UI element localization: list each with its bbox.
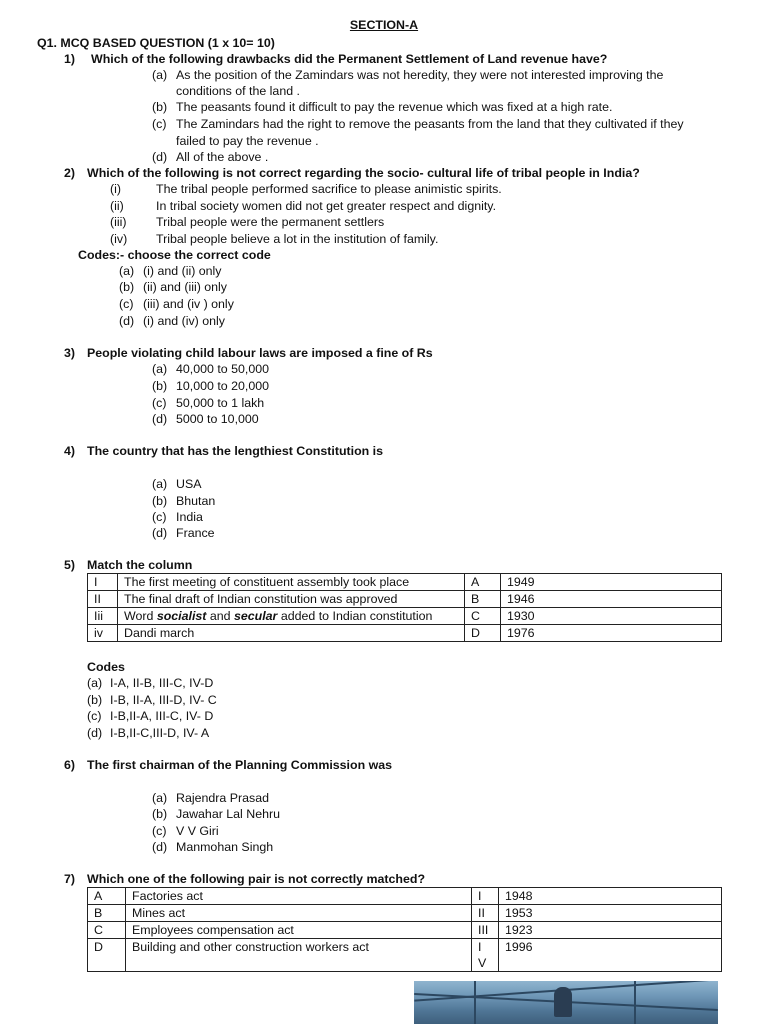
q1-option-d-text: All of the above . <box>176 150 269 164</box>
q1-number: 1) <box>64 52 76 66</box>
table-row <box>88 939 722 972</box>
q4-option-label: (a) <box>152 477 168 491</box>
q6-option-label: (a) <box>152 791 168 805</box>
q6-number: 6) <box>64 758 76 772</box>
event-cell: Dandi march <box>118 625 465 642</box>
q3-option-text: 40,000 to 50,000 <box>176 362 270 376</box>
q1-option-b-label: (b) <box>152 100 168 114</box>
q2-option-text: (i) and (ii) only <box>143 264 222 278</box>
letter-cell: B <box>465 591 501 608</box>
table-row <box>88 625 722 642</box>
q5-codes-heading: Codes <box>87 660 125 674</box>
q1-option-a-label: (a) <box>152 68 168 82</box>
q5-option-text: I-B,II-A, III-C, IV- D <box>110 709 214 723</box>
q5-option-label: (a) <box>87 676 103 690</box>
q2-option-text: (ii) and (iii) only <box>143 280 227 294</box>
q2-option-text: (iii) and (iv ) only <box>143 297 234 311</box>
roman-cell: II <box>472 905 499 922</box>
q2-text: Which of the following is not correct regarding the socio- cultural life of tribal people in India? <box>87 166 640 180</box>
year-cell: 1976 <box>501 625 722 642</box>
q6-option-text: Manmohan Singh <box>176 840 274 854</box>
roman-cell: I <box>472 888 499 905</box>
q6-option-label: (c) <box>152 824 167 838</box>
q4-text: The country that has the lengthiest Constitution is <box>87 444 384 458</box>
year-cell: 1923 <box>499 922 722 939</box>
q4-option-text: India <box>176 510 203 524</box>
section-title: SECTION-A <box>349 18 419 32</box>
emphasis-secular: secular <box>233 609 278 623</box>
q7-match-table <box>87 887 722 972</box>
q3-option-label: (d) <box>152 412 168 426</box>
q3-option-text: 10,000 to 20,000 <box>176 379 270 393</box>
table-row <box>88 888 722 905</box>
q4-option-text: USA <box>176 477 202 491</box>
q3-option-label: (b) <box>152 379 168 393</box>
q2-option-label: (d) <box>119 314 135 328</box>
year-cell: 1996 <box>499 939 722 972</box>
q6-option-label: (b) <box>152 807 168 821</box>
q3-number: 3) <box>64 346 76 360</box>
q6-option-text: V V Giri <box>176 824 219 838</box>
table-row <box>88 591 722 608</box>
q2-statement-label: (i) <box>110 182 122 196</box>
event-text: Word <box>124 609 157 623</box>
q2-statement-text: Tribal people were the permanent settlers <box>156 215 385 229</box>
q1-option-c-text-cont: failed to pay the revenue . <box>176 134 319 148</box>
q4-option-text: France <box>176 526 215 540</box>
q1-option-a-text-cont: conditions of the land . <box>176 84 300 98</box>
letter-cell: D <box>88 939 126 972</box>
year-cell: 1946 <box>501 591 722 608</box>
q5-option-text: I-B,II-C,III-D, IV- A <box>110 726 210 740</box>
q3-option-text: 5000 to 10,000 <box>176 412 259 426</box>
q2-statement-text: The tribal people performed sacrifice to please animistic spirits. <box>156 182 502 196</box>
q6-option-text: Rajendra Prasad <box>176 791 269 805</box>
roman-cell: II <box>88 591 118 608</box>
roman-line: I <box>478 940 482 954</box>
q6-option-text: Jawahar Lal Nehru <box>176 807 281 821</box>
worker-figure <box>554 987 572 1017</box>
q1-text: Which of the following drawbacks did the Permanent Settlement of Land revenue have? <box>91 52 608 66</box>
q2-option-text: (i) and (iv) only <box>143 314 225 328</box>
year-cell: 1953 <box>499 905 722 922</box>
q1-option-a-text: As the position of the Zamindars was not heredity, they were not interested improving the <box>176 68 664 82</box>
q2-codes-heading: Codes:- choose the correct code <box>78 248 271 262</box>
event-text: and <box>206 609 234 623</box>
roman-line: V <box>478 956 487 970</box>
year-cell: 1948 <box>499 888 722 905</box>
q2-statement-text: Tribal people believe a lot in the institution of family. <box>156 232 439 246</box>
q3-text: People violating child labour laws are imposed a fine of Rs <box>87 346 433 360</box>
q2-statement-label: (iv) <box>110 232 128 246</box>
q5-match-table <box>87 573 722 642</box>
table-row <box>88 905 722 922</box>
act-cell: Building and other construction workers act <box>126 939 472 972</box>
act-cell: Mines act <box>126 905 472 922</box>
roman-cell <box>472 939 499 972</box>
q4-option-text: Bhutan <box>176 494 216 508</box>
q3-option-text: 50,000 to 1 lakh <box>176 396 265 410</box>
emphasis-socialist: socialist <box>156 609 207 623</box>
q2-statement-label: (ii) <box>110 199 124 213</box>
event-cell <box>118 608 465 625</box>
q4-number: 4) <box>64 444 76 458</box>
letter-cell: C <box>88 922 126 939</box>
q1-option-b-text: The peasants found it difficult to pay the revenue which was fixed at a high rate. <box>176 100 613 114</box>
q5-number: 5) <box>64 558 76 572</box>
q1-option-c-text: The Zamindars had the right to remove the peasants from the land that they cultivated if they <box>176 117 684 131</box>
q2-option-label: (b) <box>119 280 135 294</box>
q6-option-label: (d) <box>152 840 168 854</box>
question-heading: Q1. MCQ BASED QUESTION (1 x 10= 10) <box>37 36 275 50</box>
q5-option-text: I-B, II-A, III-D, IV- C <box>110 693 217 707</box>
q7-text: Which one of the following pair is not correctly matched? <box>87 872 426 886</box>
letter-cell: A <box>88 888 126 905</box>
q2-statement-text: In tribal society women did not get greater respect and dignity. <box>156 199 497 213</box>
table-row <box>88 922 722 939</box>
roman-cell: iv <box>88 625 118 642</box>
letter-cell: D <box>465 625 501 642</box>
event-cell: The first meeting of constituent assembly took place <box>118 574 465 591</box>
q7-number: 7) <box>64 872 76 886</box>
q1-option-d-label: (d) <box>152 150 168 164</box>
q2-option-label: (a) <box>119 264 135 278</box>
year-cell: 1949 <box>501 574 722 591</box>
act-cell: Factories act <box>126 888 472 905</box>
q3-option-label: (a) <box>152 362 168 376</box>
q5-option-label: (c) <box>87 709 102 723</box>
q4-option-label: (c) <box>152 510 167 524</box>
letter-cell: B <box>88 905 126 922</box>
table-row <box>88 608 722 625</box>
roman-cell: I <box>88 574 118 591</box>
q5-text: Match the column <box>87 558 193 572</box>
q5-option-text: I-A, II-B, III-C, IV-D <box>110 676 214 690</box>
year-cell: 1930 <box>501 608 722 625</box>
q5-option-label: (b) <box>87 693 103 707</box>
act-cell: Employees compensation act <box>126 922 472 939</box>
q1-option-c-label: (c) <box>152 117 167 131</box>
q5-option-label: (d) <box>87 726 103 740</box>
q6-text: The first chairman of the Planning Commission was <box>87 758 392 772</box>
event-text: added to Indian constitution <box>277 609 433 623</box>
q4-option-label: (b) <box>152 494 168 508</box>
q4-option-label: (d) <box>152 526 168 540</box>
factory-photo <box>414 981 718 1024</box>
q2-option-label: (c) <box>119 297 134 311</box>
q2-statement-label: (iii) <box>110 215 127 229</box>
event-cell: The final draft of Indian constitution was approved <box>118 591 465 608</box>
table-row <box>88 574 722 591</box>
letter-cell: A <box>465 574 501 591</box>
q3-option-label: (c) <box>152 396 167 410</box>
q2-number: 2) <box>64 166 76 180</box>
roman-cell: Iii <box>88 608 118 625</box>
letter-cell: C <box>465 608 501 625</box>
roman-cell: III <box>472 922 499 939</box>
